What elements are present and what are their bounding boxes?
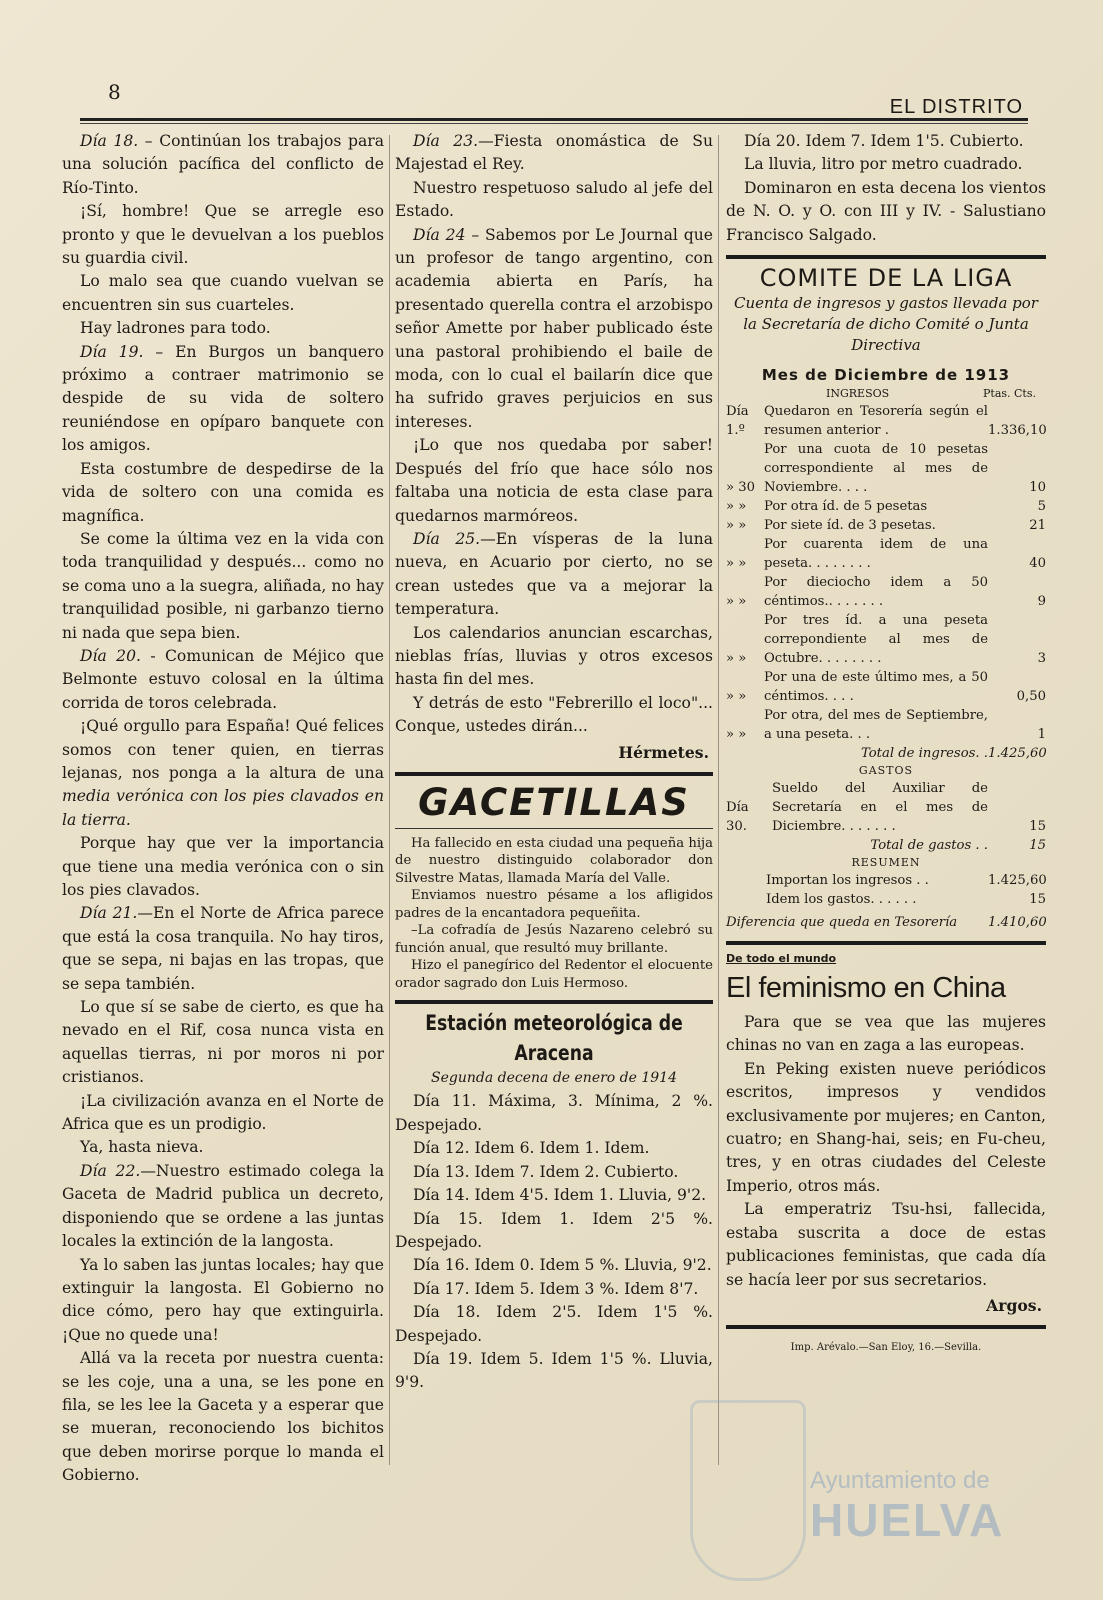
- column-divider: [389, 135, 390, 1465]
- paragraph: Enviamos nuestro pésame a los afligidos padres de la encantadora pequeñita.: [395, 888, 713, 921]
- paragraph: Para que se vea que las mujeres chinas no van en zaga a las europeas.: [726, 1013, 1046, 1055]
- total-gastos: Total de gastos . . 15: [870, 838, 1046, 854]
- meteo-subtitle: Segunda decena de enero de 1914: [431, 1070, 677, 1087]
- meteo-rows: [395, 1090, 713, 1394]
- watermark: [810, 1468, 1004, 1546]
- paragraph: Día 23.—Fiesta onomástica de Su Majestad el Rey.: [395, 132, 713, 174]
- paragraph: Hizo el panegírico del Redentor el elocuente orador sagrado don Luis Hermoso.: [395, 958, 713, 991]
- meteo-row: Día 19. Idem 5. Idem 1'5 %. Lluvia, 9'9.: [395, 1349, 713, 1392]
- meteo-row: Día 12. Idem 6. Idem 1. Idem.: [413, 1139, 650, 1158]
- watermark-shield-icon: [690, 1400, 806, 1581]
- ingresos-label: INGRESOS: [826, 387, 890, 401]
- resumen-row: Idem los gastos. . . . . . 15: [766, 892, 1046, 908]
- day-lead: Día 18.: [80, 132, 139, 150]
- printer-line: Imp. Arévalo.—San Eloy, 16.—Sevilla.: [790, 1342, 982, 1354]
- account-row: » 30 Por una cuota de 10 pesetas correspondiente al mes de Noviembre. . . . 10: [726, 442, 1046, 496]
- section-rule: [726, 941, 1046, 945]
- paragraph: Día 22.—Nuestro estimado colega la Gaceta de Madrid publica un decreto, disponiendo que se ordene a las juntas locales la extinción de la langosta.: [62, 1161, 384, 1251]
- resumen-row: Importan los ingresos . . 1.425,60: [766, 873, 1047, 889]
- meteo-row: Día 17. Idem 5. Idem 3 %. Idem 8'7.: [413, 1279, 699, 1298]
- watermark-line-1: Ayuntamiento de: [810, 1467, 990, 1494]
- account-row: » » Por dieciocho idem a 50 céntimos.. . . . . . . 9: [726, 575, 1046, 610]
- paragraph: Esta costumbre de despedirse de la vida de soltero con una comida es magnífica.: [62, 459, 384, 525]
- meteo-title: Estación meteorológica de Aracena: [425, 1011, 683, 1066]
- paragraph: Día 24 – Sabemos por Le Journal que un profesor de tango argentino, con academia abierta en París, ha presentado querella contra el arzobispo señor Amette por haber publicado éste una pastoral prohibiendo el baile de moda, con lo cual el bailarín dice que ha sufrido graves perjuicios en sus intereses.: [395, 225, 713, 431]
- paragraph: Dominaron en esta decena los vientos de N. O. y O. con III y IV. - Salustiano Francisco Salgado.: [726, 178, 1046, 244]
- comite-subtitle: Cuenta de ingresos y gastos llevada por la Secretaría de dicho Comité o Junta Directiva: [734, 294, 1038, 355]
- ingresos-list: [726, 402, 1046, 933]
- header-rule: [80, 118, 1028, 121]
- paragraph: Y detrás de esto "Febrerillo el loco"... Conque, ustedes dirán...: [395, 693, 713, 736]
- section-rule: [395, 772, 713, 776]
- column-3: [726, 130, 1046, 1355]
- account-row: Día 1.º Quedaron en Tesorería según el resumen anterior . 1.336,10: [726, 404, 1047, 439]
- section-rule: [726, 255, 1046, 259]
- account-row: » » Por una de este último mes, a 50 céntimos. . . . 0,50: [726, 670, 1046, 705]
- resumen-label: RESUMEN: [851, 856, 921, 870]
- signature-hermetes: Hérmetes.: [618, 742, 709, 762]
- paragraph: ¡La civilización avanza en el Norte de Africa que es un prodigio.: [62, 1091, 384, 1134]
- section-rule: [395, 828, 713, 829]
- account-row: » » Por cuarenta idem de una peseta. . . . . . . . 40: [726, 537, 1046, 572]
- page-number: 8: [108, 80, 121, 104]
- paragraph: Ya, hasta nieva.: [80, 1138, 204, 1157]
- meteo-row: Día 13. Idem 7. Idem 2. Cubierto.: [413, 1162, 679, 1181]
- total-ingresos: Total de ingresos. . 1.425,60: [860, 746, 1047, 762]
- diferencia: Diferencia que queda en Tesorería 1.410,60: [726, 915, 1047, 931]
- paragraph: Se come la última vez en la vida con toda tranquilidad y después... como no se coma uno a la suegra, aliñada, no hay tranquilidad posible, ni garbanzo tierno ni nada que sepa bien.: [62, 529, 384, 642]
- paragraph: –La cofradía de Jesús Nazareno celebró su función anual, que resultó muy brillante.: [395, 923, 713, 956]
- paragraph: Los calendarios anuncian escarchas, nieblas frías, lluvias y otros excesos hasta fin del mes.: [395, 623, 713, 689]
- paragraph: La lluvia, litro por metro cuadrado.: [744, 155, 1023, 174]
- meteo-row: Día 11. Máxima, 3. Mínima, 2 %. Despejado.: [395, 1092, 713, 1134]
- section-rule: [395, 1000, 713, 1004]
- day-lead: Día 25.: [413, 529, 481, 548]
- gastos-label: GASTOS: [858, 764, 914, 778]
- section-rule: [726, 1325, 1046, 1329]
- column-1: [62, 130, 384, 1488]
- paragraph: Lo que sí se sabe de cierto, es que ha nevado en el Rif, cosa nunca vista en aquellas tierras, ni por moros ni por cristianos.: [62, 998, 384, 1087]
- paragraph: Día 20. Idem 7. Idem 1'5. Cubierto.: [744, 132, 1024, 150]
- ptas-label: Ptas. Cts.: [983, 387, 1036, 401]
- paragraph: Nuestro respetuoso saludo al jefe del Estado.: [395, 178, 713, 221]
- account-row: Día 30. Sueldo del Auxiliar de Secretaría en el mes de Diciembre. . . . . . . 15: [726, 781, 1046, 835]
- column-divider: [718, 135, 719, 1465]
- section-label: De todo el mundo: [726, 952, 837, 966]
- paragraph: En Peking existen nueve periódicos escritos, impresos y vendidos exclusivamente por mujeres; en Canton, cuatro; en Shang-hai, seis; en Fu-cheu, tres, y en otras ciudades del Celeste Imperio, otros más.: [726, 1059, 1046, 1195]
- account-row: » » Por siete íd. de 3 pesetas. 21: [726, 518, 1046, 534]
- meteo-row: Día 14. Idem 4'5. Idem 1. Lluvia, 9'2.: [413, 1186, 707, 1205]
- paragraph: La emperatriz Tsu-hsi, fallecida, estaba suscrita a doce de estas publicaciones feministas, que cada día se hacía leer por sus secretarios.: [726, 1200, 1046, 1289]
- paragraph: Día 21.—En el Norte de Africa parece que está la cosa tranquila. No hay tiros, que se sepa, ni bajas en las tropas, que se sepa también.: [62, 904, 384, 993]
- account-row: » » Por tres íd. a una peseta correpondiente al mes de Octubre. . . . . . . . 3: [726, 613, 1046, 667]
- paragraph: ¡Sí, hombre! Que se arregle eso pronto y que le devuelvan a los pueblos su guardia civil.: [62, 202, 384, 268]
- signature-argos: Argos.: [986, 1295, 1042, 1315]
- header-rule-thin: [80, 123, 1028, 124]
- meteo-row: Día 18. Idem 2'5. Idem 1'5 %. Despejado.: [395, 1303, 713, 1345]
- day-lead: Día 22.: [80, 1161, 141, 1180]
- paragraph: ¡Qué orgullo para España! Qué felices somos con tener quien, en tierras lejanas, nos ponga a la altura de una media verónica con los pies clavados en la tierra.: [62, 717, 384, 829]
- comite-title: COMITE DE LA LIGA: [759, 264, 1013, 293]
- account-row: » » Por otra, del mes de Septiembre, a una peseta. . . 1: [726, 708, 1046, 743]
- day-lead: Día 19.: [80, 342, 144, 361]
- paragraph: Día 18. – Continúan los trabajos para una solución pacífica del conflicto de Río-Tinto.: [62, 132, 384, 197]
- day-lead: Día 20.: [80, 646, 141, 665]
- masthead: EL DISTRITO: [889, 96, 1023, 118]
- feminismo-title: El feminismo en China: [726, 972, 1006, 1005]
- paragraph: Hay ladrones para todo.: [80, 319, 271, 338]
- account-row: » » Por otra íd. de 5 pesetas 5: [726, 499, 1046, 515]
- paragraph: Lo malo sea que cuando vuelvan se encuentren sin sus cuarteles.: [62, 272, 384, 314]
- day-lead: Día 24: [413, 225, 466, 244]
- watermark-line-2: HUELVA: [810, 1494, 1005, 1546]
- ingresos-header: [726, 386, 1046, 402]
- paragraph: Ya lo saben las juntas locales; hay que extinguir la langosta. El Gobierno no dice cómo, pero hay que extinguirla. ¡Que no quede una!: [62, 1255, 384, 1344]
- meteo-row: Día 16. Idem 0. Idem 5 %. Lluvia, 9'2.: [413, 1256, 712, 1275]
- gacetillas-title: GACETILLAS: [418, 780, 690, 824]
- paragraph: Día 25.—En vísperas de la luna nueva, en Acuario por cierto, no se crean ustedes que va a mejorar la temperatura.: [395, 529, 713, 619]
- paragraph: Allá va la receta por nuestra cuenta: se les coje, una a una, se les pone en fila, se les lee la Gaceta y a esperar que se mueran, reconociendo los bichitos que deben morirse porque lo manda el Gobierno.: [62, 1349, 384, 1485]
- paragraph: Ha fallecido en esta ciudad una pequeña hija de nuestro distinguido colaborador don Silvestre Matas, llamada María del Valle.: [395, 835, 713, 886]
- gacetillas-body: [395, 835, 713, 993]
- meteo-row: Día 15. Idem 1. Idem 2'5 %. Despejado.: [395, 1209, 713, 1251]
- paragraph: Día 20. - Comunican de Méjico que Belmonte estuvo colosal en la última corrida de toros celebrada.: [62, 646, 384, 712]
- paragraph: Porque hay que ver la importancia que tiene una media verónica con o sin los pies clavados.: [62, 834, 384, 899]
- day-lead: Día 21.: [80, 904, 138, 923]
- column-2: [395, 130, 713, 1395]
- paragraph: Día 19. – En Burgos un banquero próximo a contraer matrimonio se despide de su vida de soltero reuniéndose en opíparo banquete con los amigos.: [62, 342, 384, 455]
- month-heading: Mes de Diciembre de 1913: [761, 366, 1011, 385]
- paragraph: ¡Lo que nos quedaba por saber! Después del frío que hace sólo nos faltaba una noticia de esta clase para quedarnos marmóreos.: [395, 436, 713, 525]
- day-lead: Día 23.: [413, 132, 479, 150]
